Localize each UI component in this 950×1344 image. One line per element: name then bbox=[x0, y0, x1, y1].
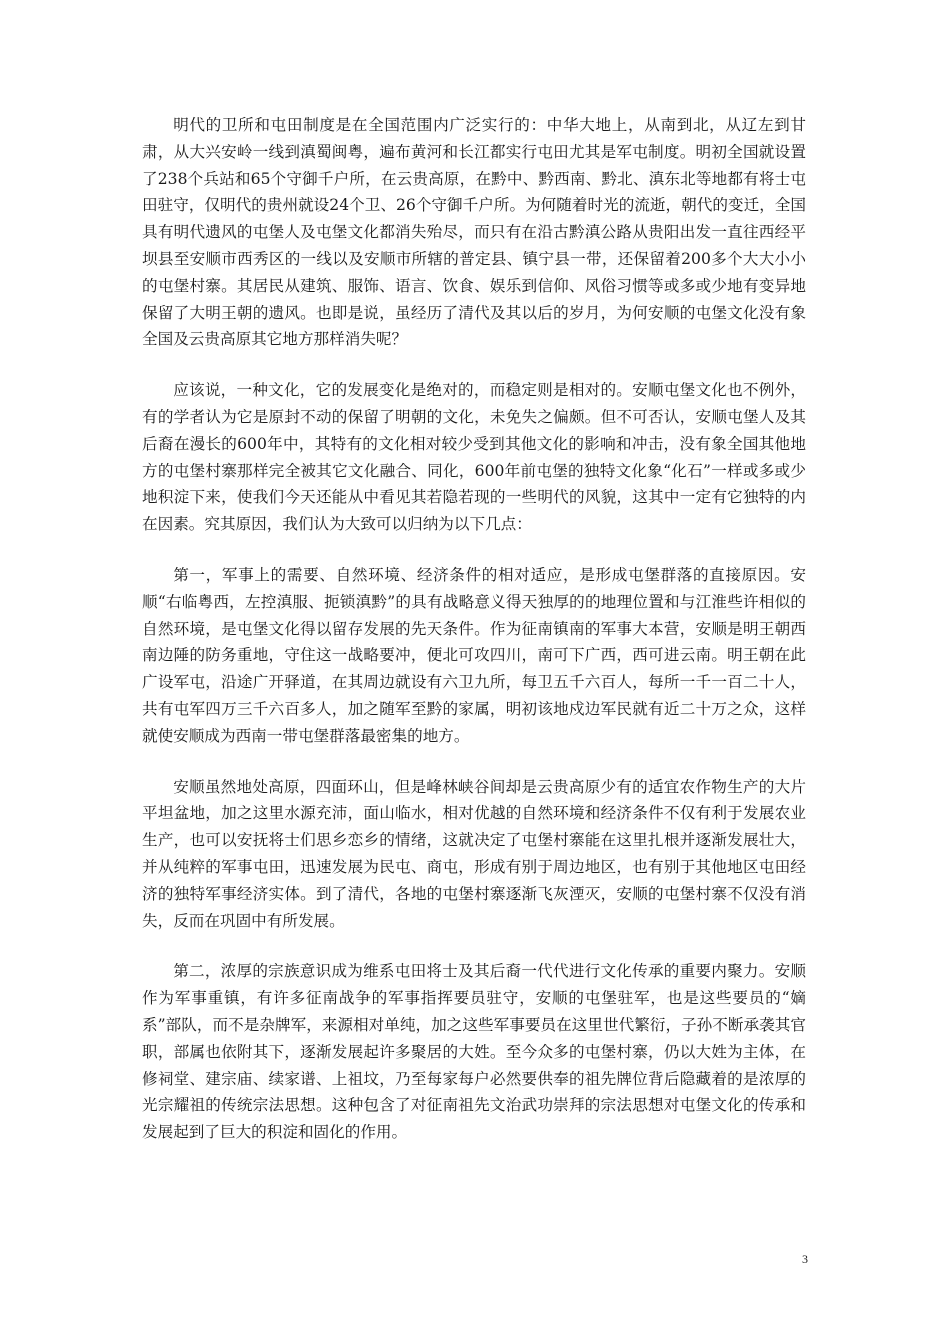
paragraph-ming-tuntian-system: 明代的卫所和屯田制度是在全国范围内广泛实行的：中华大地上，从南到北，从辽左到甘肃，从大兴安岭一线到滇蜀闽粤，遍布黄河和长江都实行屯田尤其是军屯制度。明初全国就设置了238个兵站和65个守御千户所，在云贵高原，在黔中、黔西南、黔北、滇东北等地都有将士屯田驻守，仅明代的贵州就设24个卫、26个守御千户所。为何随着时光的流逝，朝代的变迁，全国具有明代遗风的屯堡人及屯堡文化都消失殆尽，而只有在沿古黔滇公路从贵阳出发一直往西经平坝县至安顺市西秀区的一线以及安顺市所辖的普定县、镇宁县一带，还保留着200多个大大小小的屯堡村寨。其居民从建筑、服饰、语言、饮食、娱乐到信仰、风俗习惯等或多或少地有变异地保留了大明王朝的遗风。也即是说，虽经历了清代及其以后的岁月，为何安顺的屯堡文化没有象全国及云贵高原其它地方那样消失呢？ bbox=[142, 116, 806, 349]
page-number: 3 bbox=[802, 1252, 808, 1266]
paragraph-reason-two-clan: 第二，浓厚的宗族意识成为维系屯田将士及其后裔一代代进行文化传承的重要内聚力。安顺作为军事重镇，有许多征南战争的军事指挥要员驻守，安顺的屯堡驻军，也是这些要员的“嫡系”部队，而不是杂牌军，来源相对单纯，加之这些军事要员在这里世代繁衍，子孙不断承袭其官职，部属也依附其下，逐渐发展起许多聚居的大姓。至今众多的屯堡村寨，仍以大姓为主体，在修祠堂、建宗庙、续家谱、上祖坟，乃至每家每户必然要供奉的祖先牌位背后隐藏着的是浓厚的光宗耀祖的传统宗法思想。这种包含了对征南祖先文治武功崇拜的宗法思想对屯堡文化的传承和发展起到了巨大的积淀和固化的作用。 bbox=[142, 962, 806, 1142]
paragraph-reason-one-military: 第一，军事上的需要、自然环境、经济条件的相对适应，是形成屯堡群落的直接原因。安顺“右临粤西，左控滇服、扼锁滇黔”的具有战略意义得天独厚的的地理位置和与江淮些许相似的自然环境，是屯堡文化得以留存发展的先天条件。作为征南镇南的军事大本营，安顺是明王朝西南边陲的防务重地，守住这一战略要冲，便北可攻四川，南可下广西，西可进云南。明王朝在此广设军屯，沿途广开驿道，在其周边就设有六卫九所，每卫五千六百人，每所一千一百二十人，共有屯军四万三千六百多人，加之随军至黔的家属，明初该地戍边军民就有近二十万之众，这样就使安顺成为西南一带屯堡群落最密集的地方。 bbox=[142, 565, 806, 745]
paragraph-culture-stability: 应该说，一种文化，它的发展变化是绝对的，而稳定则是相对的。安顺屯堡文化也不例外，有的学者认为它是原封不动的保留了明朝的文化，未免失之偏颇。但不可否认，安顺屯堡人及其后裔在漫长的600年中，其特有的文化相对较少受到其他文化的影响和冲击，没有象全国其他地方的屯堡村寨那样完全被其它文化融合、同化，600年前屯堡的独特文化象“化石”一样或多或少地积淀下来，使我们今天还能从中看见其若隐若现的一些明代的风貌，这其中一定有它独特的内在因素。究其原因，我们认为大致可以归纳为以下几点： bbox=[142, 381, 806, 534]
document-page-body bbox=[142, 112, 806, 1170]
paragraph-anshun-geography: 安顺虽然地处高原，四面环山，但是峰林峡谷间却是云贵高原少有的适宜农作物生产的大片平坦盆地，加之这里水源充沛，面山临水，相对优越的自然环境和经济条件不仅有利于发展农业生产，也可以安抚将士们思乡恋乡的情绪，这就决定了屯堡村寨能在这里扎根并逐渐发展壮大，并从纯粹的军事屯田，迅速发展为民屯、商屯，形成有别于周边地区，也有别于其他地区屯田经济的独特军事经济实体。到了清代，各地的屯堡村寨逐渐飞灰湮灭，安顺的屯堡村寨不仅没有消失，反而在巩固中有所发展。 bbox=[142, 777, 806, 930]
